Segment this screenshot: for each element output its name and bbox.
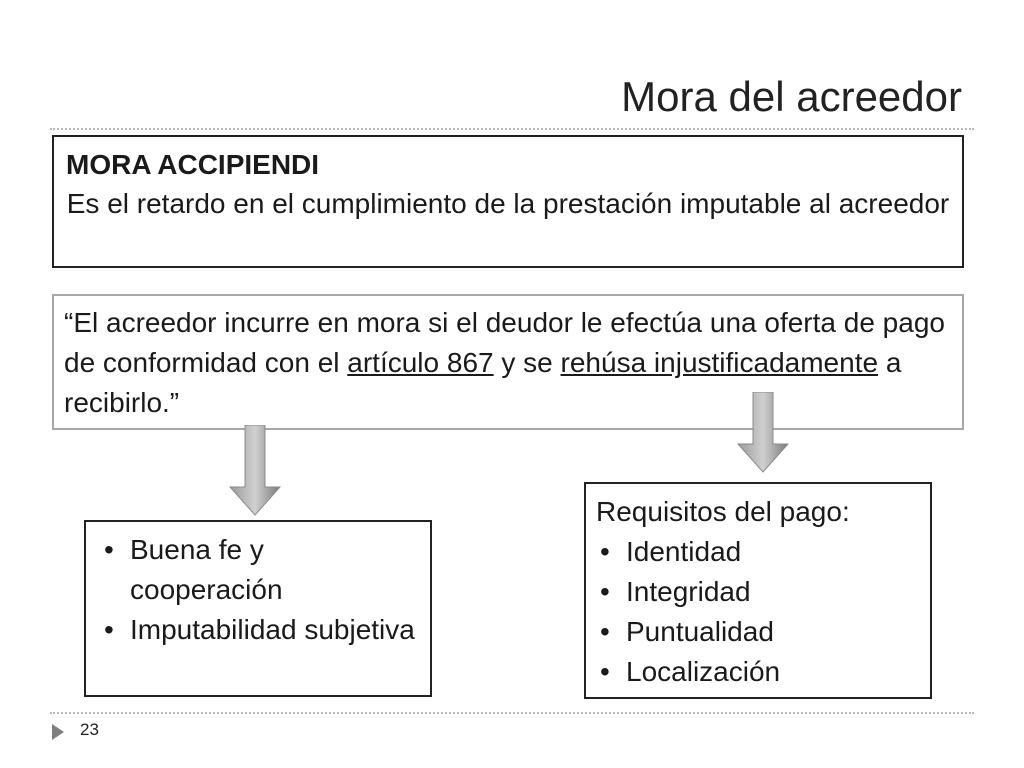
list-item: • Localización — [596, 652, 922, 692]
definition-heading: MORA ACCIPIENDI — [66, 149, 320, 180]
requirements-heading: Requisitos del pago: — [596, 496, 850, 527]
article-867-link: artículo 867 — [347, 347, 494, 378]
bottom-divider — [50, 712, 974, 714]
principles-box — [84, 520, 432, 697]
list-item: • Imputabilidad subjetiva — [100, 610, 422, 650]
top-divider — [50, 128, 974, 130]
slide-title: Mora del acreedor — [621, 73, 962, 120]
definition-text: Es el retardo en el cumplimiento de la prestación imputable al acreedor — [66, 188, 950, 219]
quote-box — [52, 294, 964, 430]
quote-text-part3: a recibirlo.” — [64, 347, 902, 418]
play-triangle-icon — [50, 722, 66, 742]
down-arrow-left-icon — [228, 425, 282, 517]
quote-text-part2: y se — [493, 347, 561, 378]
list-item: • Identidad — [596, 532, 922, 572]
down-arrow-right-icon — [736, 392, 790, 474]
list-item: • Puntualidad — [596, 612, 922, 652]
rehusa-underlined-text: rehúsa injustificadamente — [560, 347, 879, 378]
requirements-list — [596, 532, 922, 692]
list-item: • Buena fe y cooperación — [100, 530, 422, 610]
quote-text-part1: “El acreedor incurre en mora si el deudor le efectúa una oferta de pago de conformidad con el — [64, 307, 945, 378]
page-number: 23 — [80, 720, 99, 739]
definition-box — [52, 135, 964, 268]
principles-list — [100, 530, 422, 650]
list-item: • Integridad — [596, 572, 922, 612]
payment-requirements-box — [584, 482, 932, 699]
